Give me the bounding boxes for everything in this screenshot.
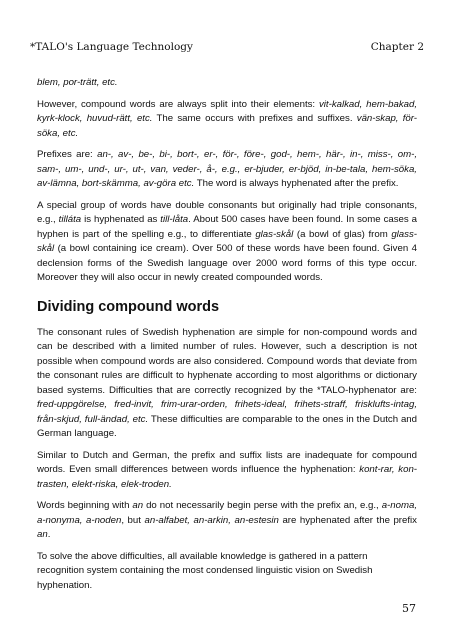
text-span: Similar to Dutch and German, the prefix and suffix lists are inadequate for compound words. Even small differences between words influence the hyphenation: — [37, 449, 417, 475]
italic-example: an — [37, 529, 48, 540]
chapter-label: Chapter 2 — [370, 41, 424, 53]
text-span: (a bowl of glas) from — [293, 228, 392, 240]
italic-example: tilláta — [58, 214, 82, 225]
text-span: . — [47, 529, 51, 540]
running-title: *TALO's Language Technology — [30, 41, 193, 53]
text-span: Words beginning with — [37, 500, 133, 511]
paragraph-consonant-rules — [37, 326, 417, 442]
text-span: is hyphenated as — [81, 214, 161, 225]
text-span: The same occurs with prefixes and suffixes. — [152, 113, 357, 124]
paragraph-prefixes — [37, 148, 417, 192]
italic-example: till-låta — [160, 214, 189, 225]
text-span: (a bowl containing ice cream). Over 500 of these words have been found. Given 4 declension forms of the Swedish language over 2000 word forms of this type occur. Moreover they will also occur in newly created compounded words. — [37, 243, 417, 283]
text-span: Prefixes are: — [37, 149, 98, 160]
paragraph-compound-split — [37, 98, 417, 142]
text-span: However, compound words are always split into their elements: — [37, 98, 319, 110]
text-span: The word is always hyphenated after the prefix. — [194, 178, 399, 189]
paragraph-dutch-german — [37, 449, 417, 493]
italic-example: an — [132, 500, 144, 511]
italic-examples: an-alfabet, an-arkin, an-estesin — [144, 514, 279, 526]
text-span: These difficulties are comparable to the ones in the Dutch and German language. — [37, 413, 417, 439]
paragraph-conclusion: To solve the above difficulties, all available knowledge is gathered in a pattern recognition system containing the most condensed linguistic vision on Swedish hyphenation. — [37, 550, 373, 591]
italic-example: glas-skål — [255, 228, 294, 240]
italic-examples: kont-rar, kon-trasten, elekt-riska, elek-troden. — [37, 464, 417, 490]
italic-examples: vän-skap, för-söka, etc. — [37, 113, 417, 139]
body-text — [37, 76, 417, 600]
italic-example: glass-skål — [37, 228, 417, 254]
section-heading: Dividing compound words — [37, 298, 220, 315]
paragraph-continuation — [37, 76, 417, 91]
text-span: A special group of words have double consonants but originally had triple consonants, e.g., — [37, 199, 417, 225]
page-header — [30, 40, 424, 54]
italic-examples: vit-kalkad, hem-bakad, kyrk-klock, huvud-rätt, etc. — [37, 98, 418, 124]
paragraph-an-prefix — [37, 499, 417, 543]
text-span: The consonant rules of Swedish hyphenation are simple for non-compound words and can be described with a limited number of rules. However, such a description is not possible when compound words are also considered. Compound words that deviate from the consonant rules are difficult to hyphenate according to most algorithms or dictionary based systems. Difficulties that are correctly recognized by the *TALO-hyphenator are: — [37, 326, 417, 396]
italic-examples: a-noma, a-nonyma, a-noden — [37, 500, 417, 526]
italic-examples: an-, av-, be-, bi-, bort-, er-, för-, före-, god-, hem-, här-, in-, miss-, om-, sam-, um-, und-, ur-, ut-, van, veder-, å-, e.g., er-bjuder, er-bjöd, in-be-tala, hem-söka, av-lämna, bort-skämma, av-göra etc. — [37, 149, 418, 189]
text-span: do not necessarily begin perse with the prefix an, e.g., — [143, 500, 382, 511]
paragraph-double-consonants — [37, 199, 417, 286]
text-span: are hyphenated after the prefix — [278, 514, 417, 526]
page-number: 57 — [402, 602, 416, 615]
italic-examples: fred-uppgörelse, fred-invit, frim-urar-orden, frihets-ideal, frihets-straff, frisklufts-intag, från-skjud, full-ändad, etc. — [37, 399, 417, 425]
text-span: . About 500 cases have been found. In some cases a hyphen is part of the spelling e.g., to differentiate — [37, 214, 418, 240]
italic-examples: blem, por-trätt, etc. — [37, 77, 118, 88]
text-span: , but — [121, 514, 145, 526]
